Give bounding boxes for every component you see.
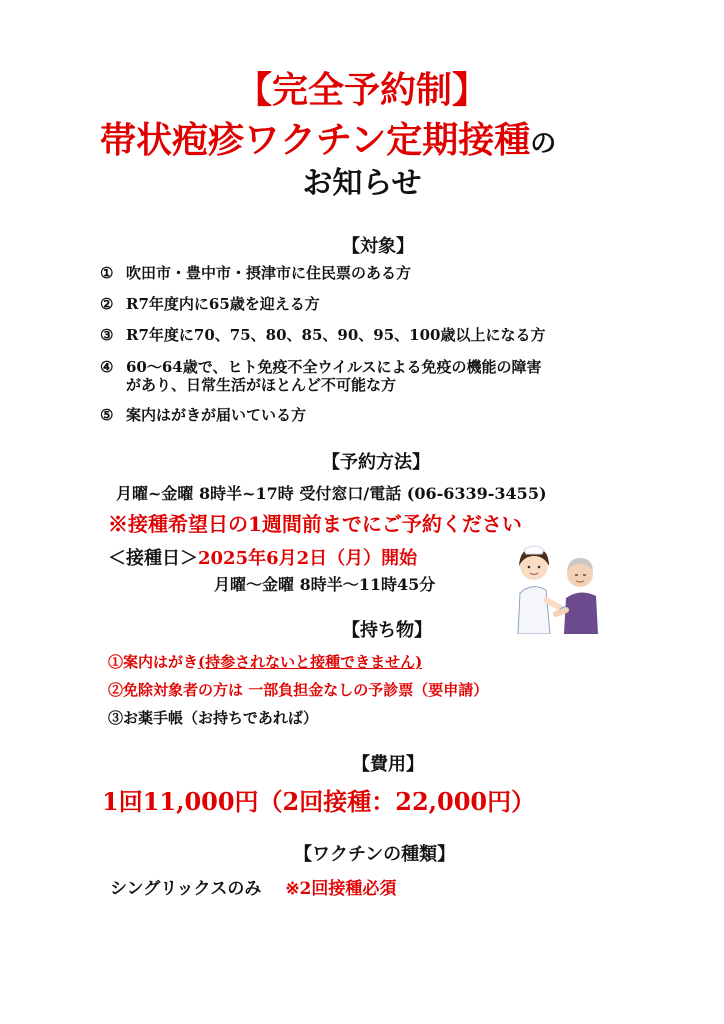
target-item: ③ R7年度に70、75、80、85、90、95、100歳以上になる方 [100, 326, 546, 344]
title-line3: お知らせ [302, 166, 422, 201]
target-item-continued: があり、日常生活がほとんど不可能な方 [126, 376, 397, 394]
start-label: ＜接種日＞ [108, 548, 198, 569]
belongings-item-2: ②免除対象者の方は 一部負担金なしの予診票（要申請） [108, 681, 489, 699]
reservation-hours: 月曜~金曜 8時半~17時 受付窓口/電話 (06-6339-3455) [116, 484, 547, 503]
title-line2 [100, 112, 556, 163]
cost-price: 1回11,000円（2回接種：22,000円） [102, 787, 536, 816]
target-heading: 【対象】 [342, 236, 414, 257]
belongings-item-1: ①案内はがき(持参されないと接種できません) [108, 653, 423, 671]
vaccine-heading: 【ワクチンの種類】 [294, 844, 456, 865]
start-hours: 月曜～金曜 8時半～11時45分 [214, 575, 436, 594]
target-item: ① 吹田市・豊中市・摂津市に住民票のある方 [100, 264, 412, 282]
target-item: ⑤ 案内はがきが届いている方 [100, 406, 307, 424]
vaccine-line [110, 874, 396, 899]
belongings-heading: 【持ち物】 [342, 620, 432, 641]
target-item: ② R7年度内に65歳を迎える方 [100, 295, 320, 313]
title-main: 帯状疱疹ワクチン定期接種 [100, 119, 531, 161]
vaccine-name: シングリックスのみ [110, 879, 262, 899]
target-item: ④ 60～64歳で、ヒト免疫不全ウイルスによる免疫の機能の障害 [100, 358, 542, 376]
cost-heading: 【費用】 [352, 754, 424, 775]
reservation-heading: 【予約方法】 [322, 452, 430, 473]
start-line [108, 544, 417, 570]
title-line1: 【完全予約制】 [235, 69, 488, 111]
belongings-item-3: ③お薬手帳（お持ちであれば） [108, 709, 318, 727]
start-date: 2025年6月2日（月）開始 [198, 548, 418, 569]
vaccine-note: ※2回接種必須 [285, 879, 397, 899]
nurse-illustration [506, 538, 606, 634]
reservation-notice: ※接種希望日の1週間前までにご予約ください [108, 512, 522, 536]
title-suffix: の [530, 129, 557, 159]
